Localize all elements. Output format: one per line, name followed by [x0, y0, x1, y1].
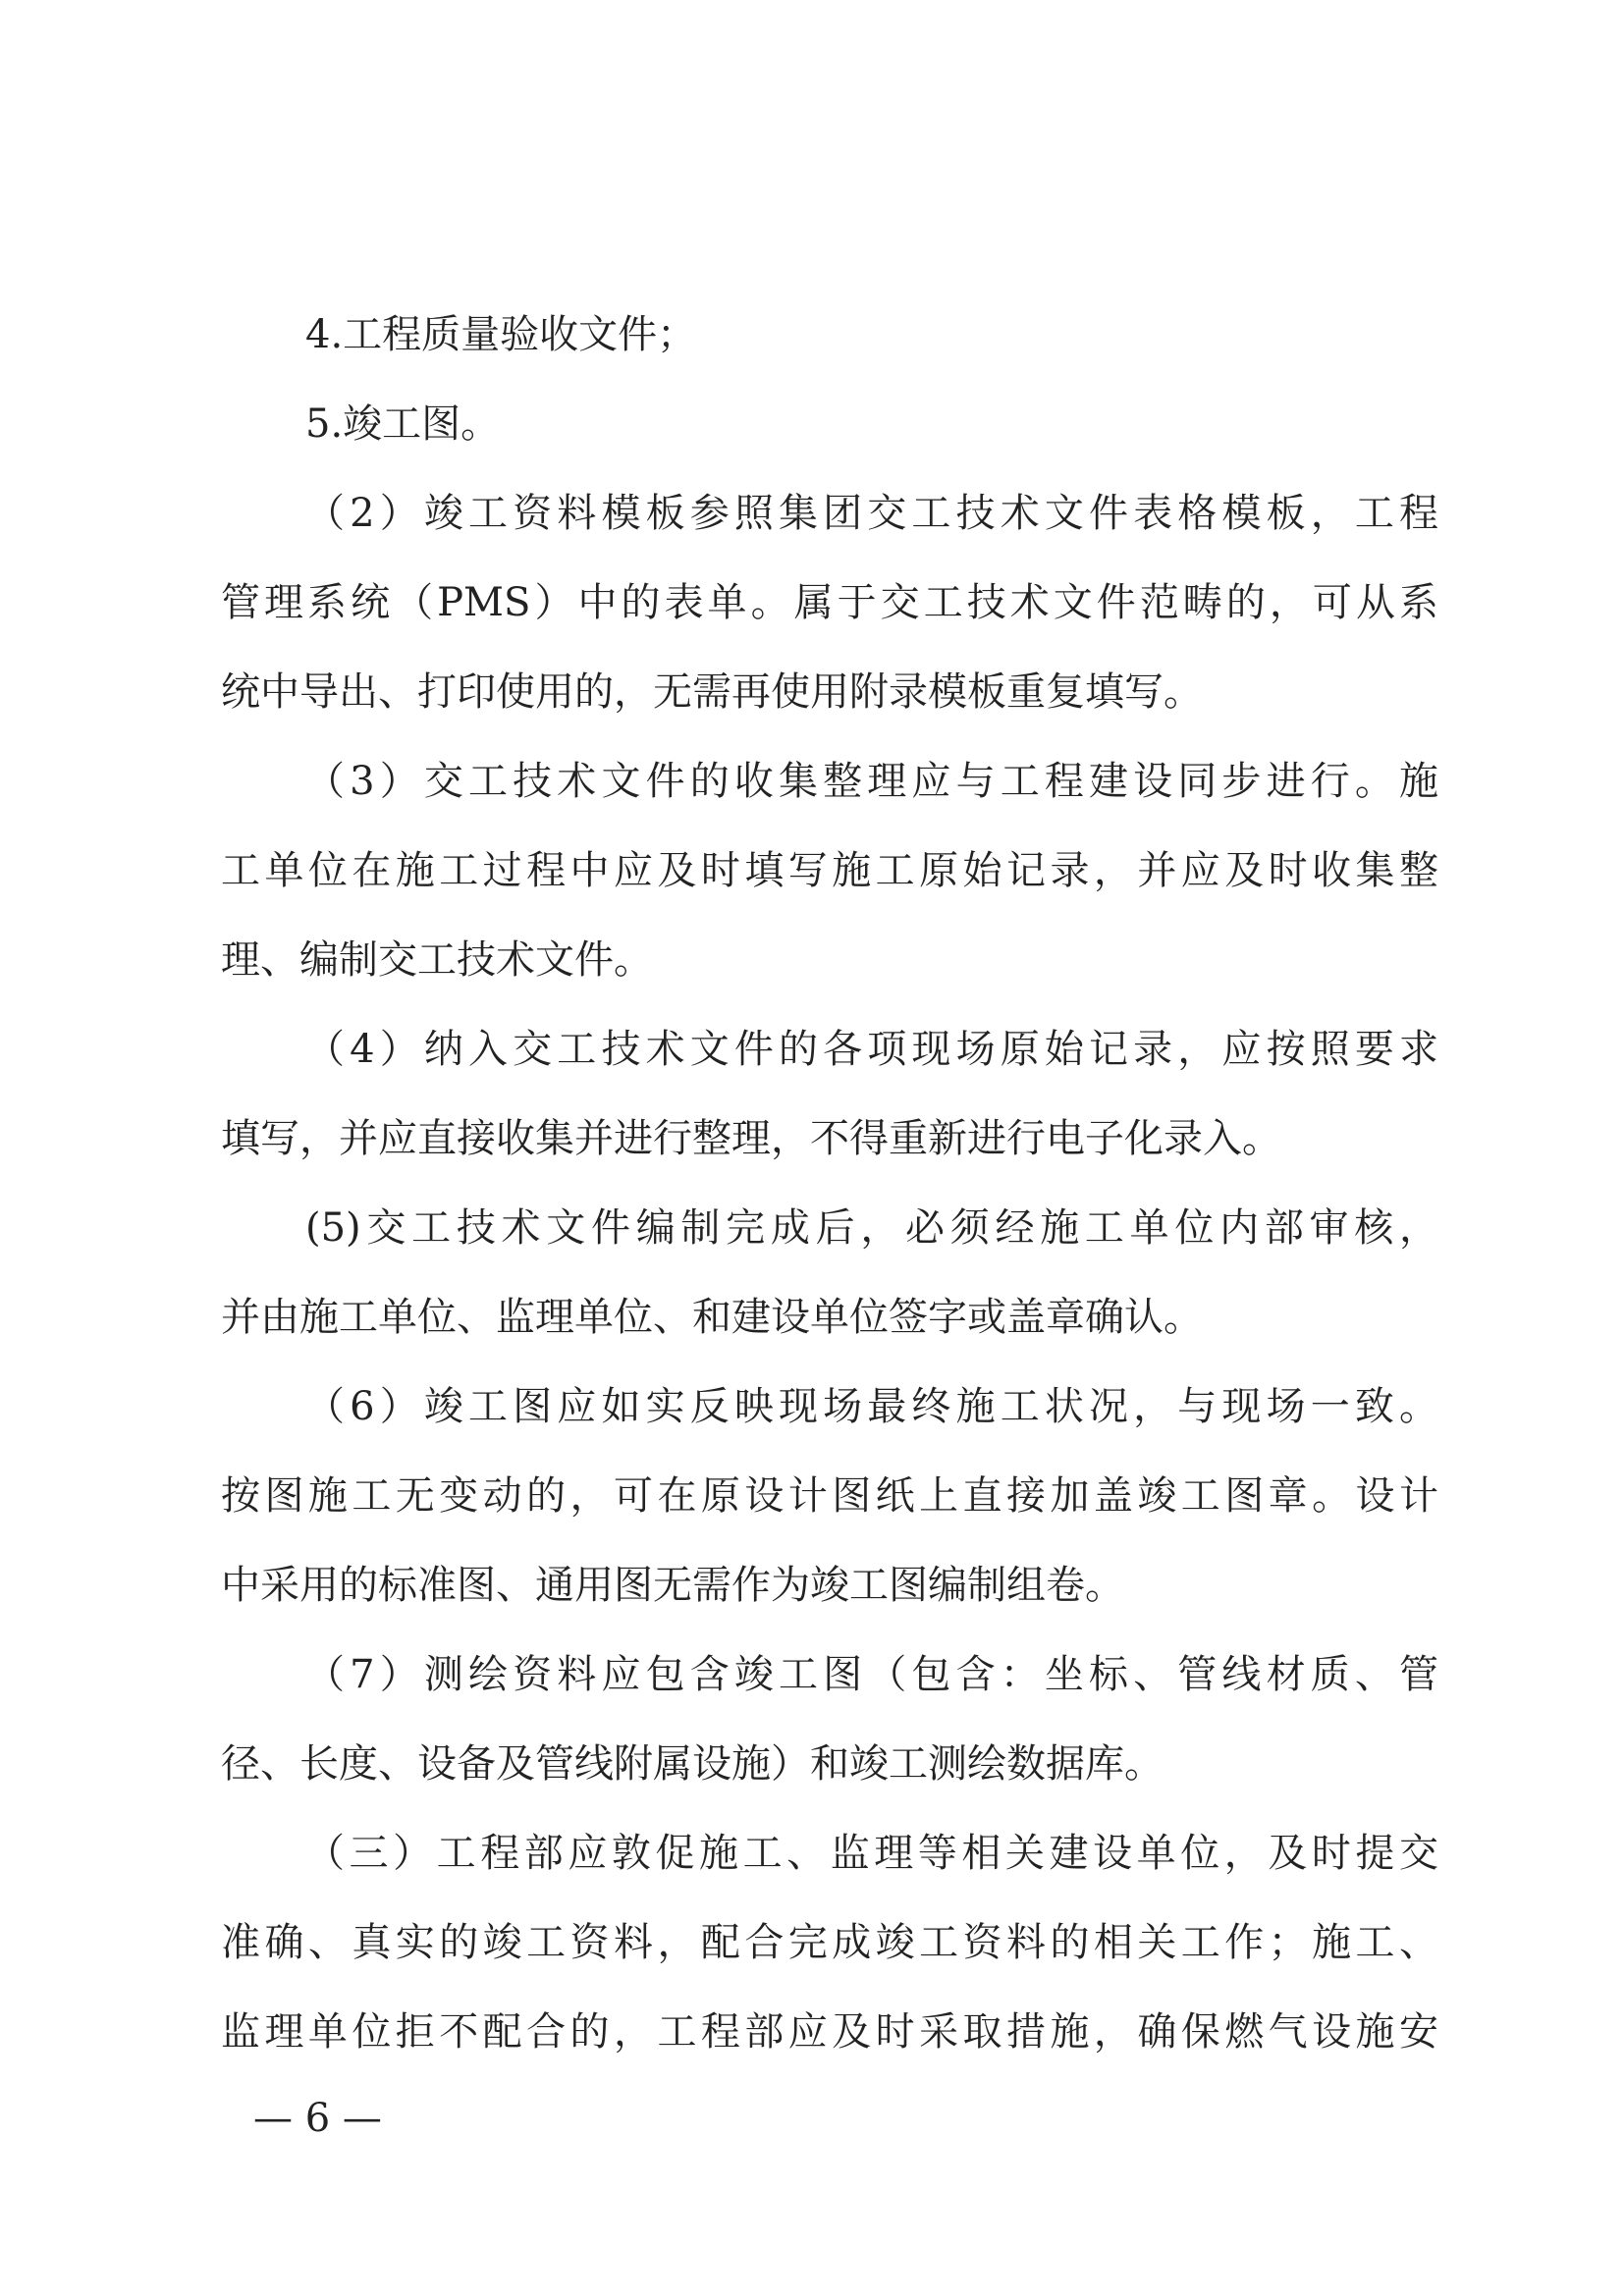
paragraph-6-line-1: （6）竣工图应如实反映现场最终施工状况，与现场一致。 [305, 1384, 1438, 1429]
paragraph-7-line-1: （7）测绘资料应包含竣工图（包含：坐标、管线材质、管 [305, 1652, 1438, 1697]
paragraph-6-line-2: 按图施工无变动的，可在原设计图纸上直接加盖竣工图章。设计 [221, 1473, 1438, 1519]
paragraph-3-line-1: （3）交工技术文件的收集整理应与工程建设同步进行。施 [305, 759, 1438, 804]
section-3-line-3: 监理单位拒不配合的，工程部应及时采取措施，确保燃气设施安 [221, 2009, 1438, 2055]
text-line-item-4: 4.工程质量验收文件； [305, 312, 697, 357]
paragraph-4-line-2: 填写，并应直接收集并进行整理，不得重新进行电子化录入。 [221, 1116, 1281, 1161]
paragraph-2-line-1: （2）竣工资料模板参照集团交工技术文件表格模板，工程 [305, 491, 1438, 536]
paragraph-3-line-3: 理、编制交工技术文件。 [221, 937, 653, 983]
page-number: — 6 — [253, 2096, 382, 2141]
paragraph-6-line-3: 中采用的标准图、通用图无需作为竣工图编制组卷。 [221, 1563, 1124, 1608]
paragraph-2-line-2: 管理系统（PMS）中的表单。属于交工技术文件范畴的，可从系 [221, 580, 1438, 625]
paragraph-5-line-2: 并由施工单位、监理单位、和建设单位签字或盖章确认。 [221, 1295, 1203, 1340]
section-3-line-1: （三）工程部应敦促施工、监理等相关建设单位，及时提交 [305, 1831, 1438, 1876]
paragraph-2-line-3: 统中导出、打印使用的，无需再使用附录模板重复填写。 [221, 669, 1203, 715]
section-3-line-2: 准确、真实的竣工资料，配合完成竣工资料的相关工作；施工、 [221, 1920, 1438, 1965]
paragraph-5-line-1: (5)交工技术文件编制完成后，必须经施工单位内部审核， [305, 1205, 1438, 1251]
paragraph-3-line-2: 工单位在施工过程中应及时填写施工原始记录，并应及时收集整 [221, 848, 1438, 893]
paragraph-7-line-2: 径、长度、设备及管线附属设施）和竣工测绘数据库。 [221, 1741, 1164, 1787]
text-line-item-5: 5.竣工图。 [305, 401, 501, 447]
paragraph-4-line-1: （4）纳入交工技术文件的各项现场原始记录，应按照要求 [305, 1027, 1438, 1072]
